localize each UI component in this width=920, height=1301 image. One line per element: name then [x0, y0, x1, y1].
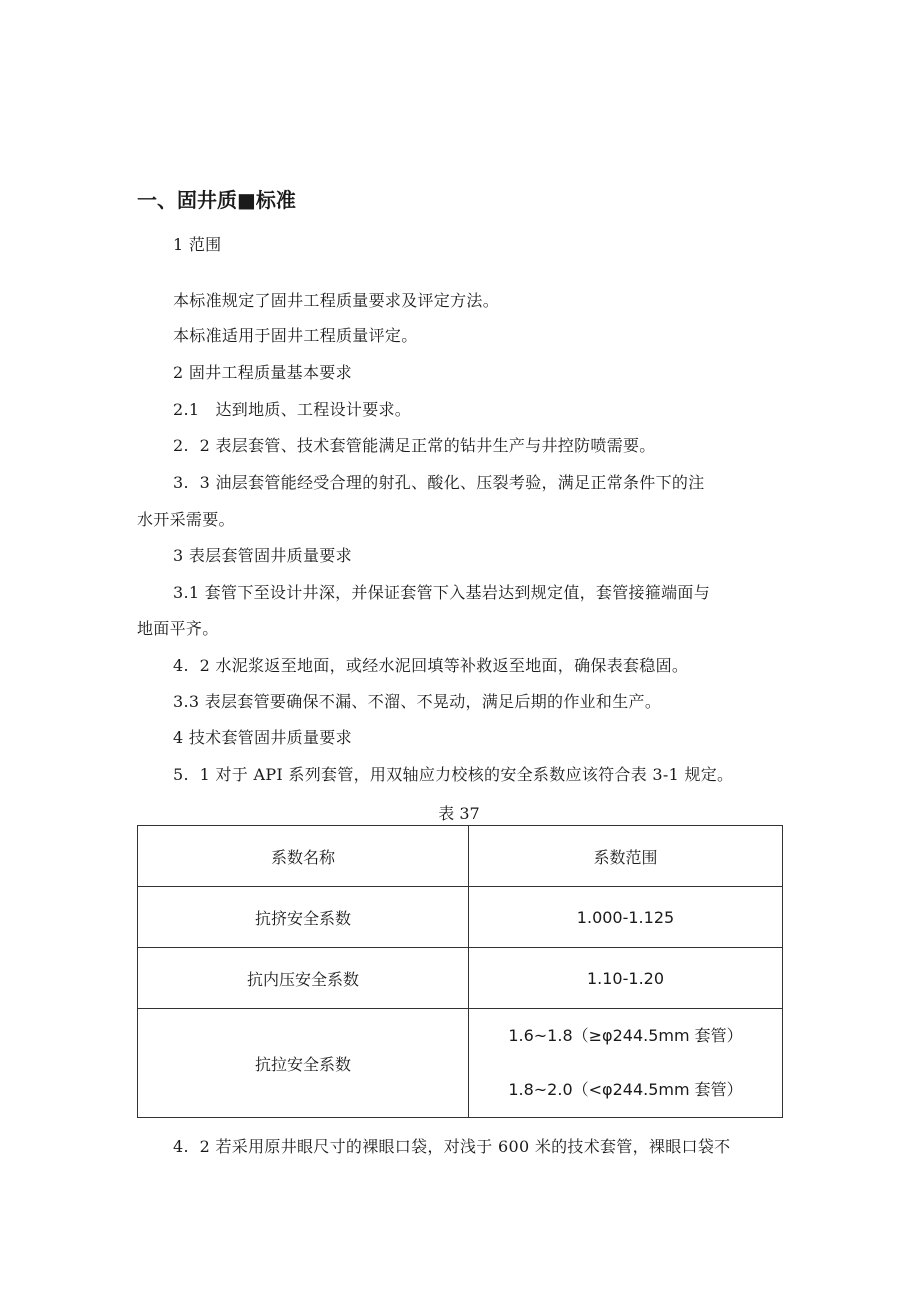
paragraph: 2. 2 表层套管、技术套管能满足正常的钻井生产与井控防喷需要。: [173, 436, 656, 455]
cell-name: 抗挤安全系数: [138, 887, 469, 948]
paragraph-continuation: 水开采需要。: [137, 510, 235, 529]
cell-name: 抗拉安全系数: [138, 1009, 469, 1118]
paragraph-section-title: 3 表层套管固井质量要求: [173, 546, 352, 565]
paragraph: 本标准规定了固井工程质量要求及评定方法。: [173, 291, 500, 310]
paragraph-continuation: 地面平齐。: [137, 619, 219, 638]
section-heading: 一、固井质■标准: [137, 188, 296, 212]
safety-factor-table: [137, 825, 783, 1118]
paragraph: 2.1 达到地质、工程设计要求。: [173, 400, 412, 419]
table-caption: 表 37: [438, 804, 480, 823]
table-header-row: [138, 826, 783, 887]
cell-range: 1.10-1.20: [469, 948, 783, 1009]
header-cell-name: 系数名称: [138, 826, 469, 887]
cell-range-group: [469, 1009, 783, 1118]
cell-range-small: 1.8~2.0（<φ244.5mm 套管）: [508, 1080, 743, 1099]
paragraph: 4. 2 水泥浆返至地面，或经水泥回填等补救返至地面，确保表套稳固。: [173, 656, 689, 675]
paragraph: 本标准适用于固井工程质量评定。: [173, 326, 418, 345]
paragraph-section-title: 2 固井工程质量基本要求: [173, 363, 352, 382]
paragraph: 3.3 表层套管要确保不漏、不溜、不晃动，满足后期的作业和生产。: [173, 692, 662, 711]
header-cell-range: 系数范围: [469, 826, 783, 887]
table-row: [138, 948, 783, 1009]
paragraph: 3. 3 油层套管能经受合理的射孔、酸化、压裂考验，满足正常条件下的注: [173, 473, 705, 492]
table-row: [138, 887, 783, 948]
table-row: [138, 1009, 783, 1118]
paragraph-scope-title: 1 范围: [173, 235, 222, 254]
paragraph: 5. 1 对于 API 系列套管，用双轴应力校核的安全系数应该符合表 3-1 规定。: [173, 765, 734, 784]
cell-name: 抗内压安全系数: [138, 948, 469, 1009]
paragraph: 4. 2 若采用原井眼尺寸的裸眼口袋，对浅于 600 米的技术套管，裸眼口袋不: [173, 1137, 731, 1156]
cell-range: 1.000-1.125: [469, 887, 783, 948]
paragraph: 3.1 套管下至设计井深，并保证套管下入基岩达到规定值，套管接箍端面与: [173, 583, 711, 602]
cell-range-large: 1.6~1.8（≥φ244.5mm 套管）: [508, 1026, 743, 1045]
paragraph-section-title: 4 技术套管固井质量要求: [173, 728, 352, 747]
